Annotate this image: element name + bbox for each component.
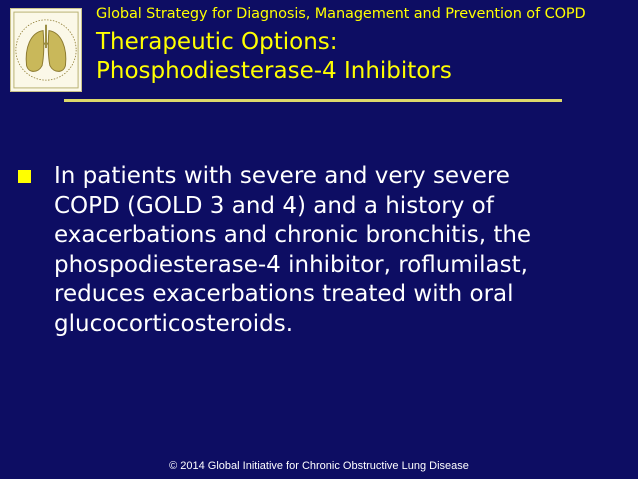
bullet-line: COPD (GOLD 3 and 4) and a history of	[54, 192, 494, 219]
slide-title	[96, 28, 626, 86]
slide-title-line: Therapeutic Options:	[96, 29, 338, 55]
gold-logo	[10, 8, 82, 92]
title-divider	[64, 99, 562, 102]
slide-title-line: Phosphodiesterase-4 Inhibitors	[96, 58, 452, 84]
bullet-item	[18, 162, 618, 339]
header	[96, 4, 626, 86]
bullet-line: glucocorticosteroids.	[54, 310, 294, 337]
slide-subtitle: Global Strategy for Diagnosis, Management and Prevention of COPD	[96, 6, 586, 22]
square-bullet-icon	[18, 170, 31, 183]
bullet-line: phospodiesterase-4 inhibitor, roflumilast,	[54, 251, 528, 278]
bullet-text	[54, 162, 618, 339]
bullet-line: exacerbations and chronic bronchitis, the	[54, 222, 532, 248]
bullet-line: In patients with severe and very severe	[54, 163, 510, 189]
lungs-icon	[11, 9, 81, 91]
bullet-line: reduces exacerbations treated with oral	[54, 281, 514, 307]
copyright-footer: © 2014 Global Initiative for Chronic Obstructive Lung Disease	[169, 460, 469, 472]
